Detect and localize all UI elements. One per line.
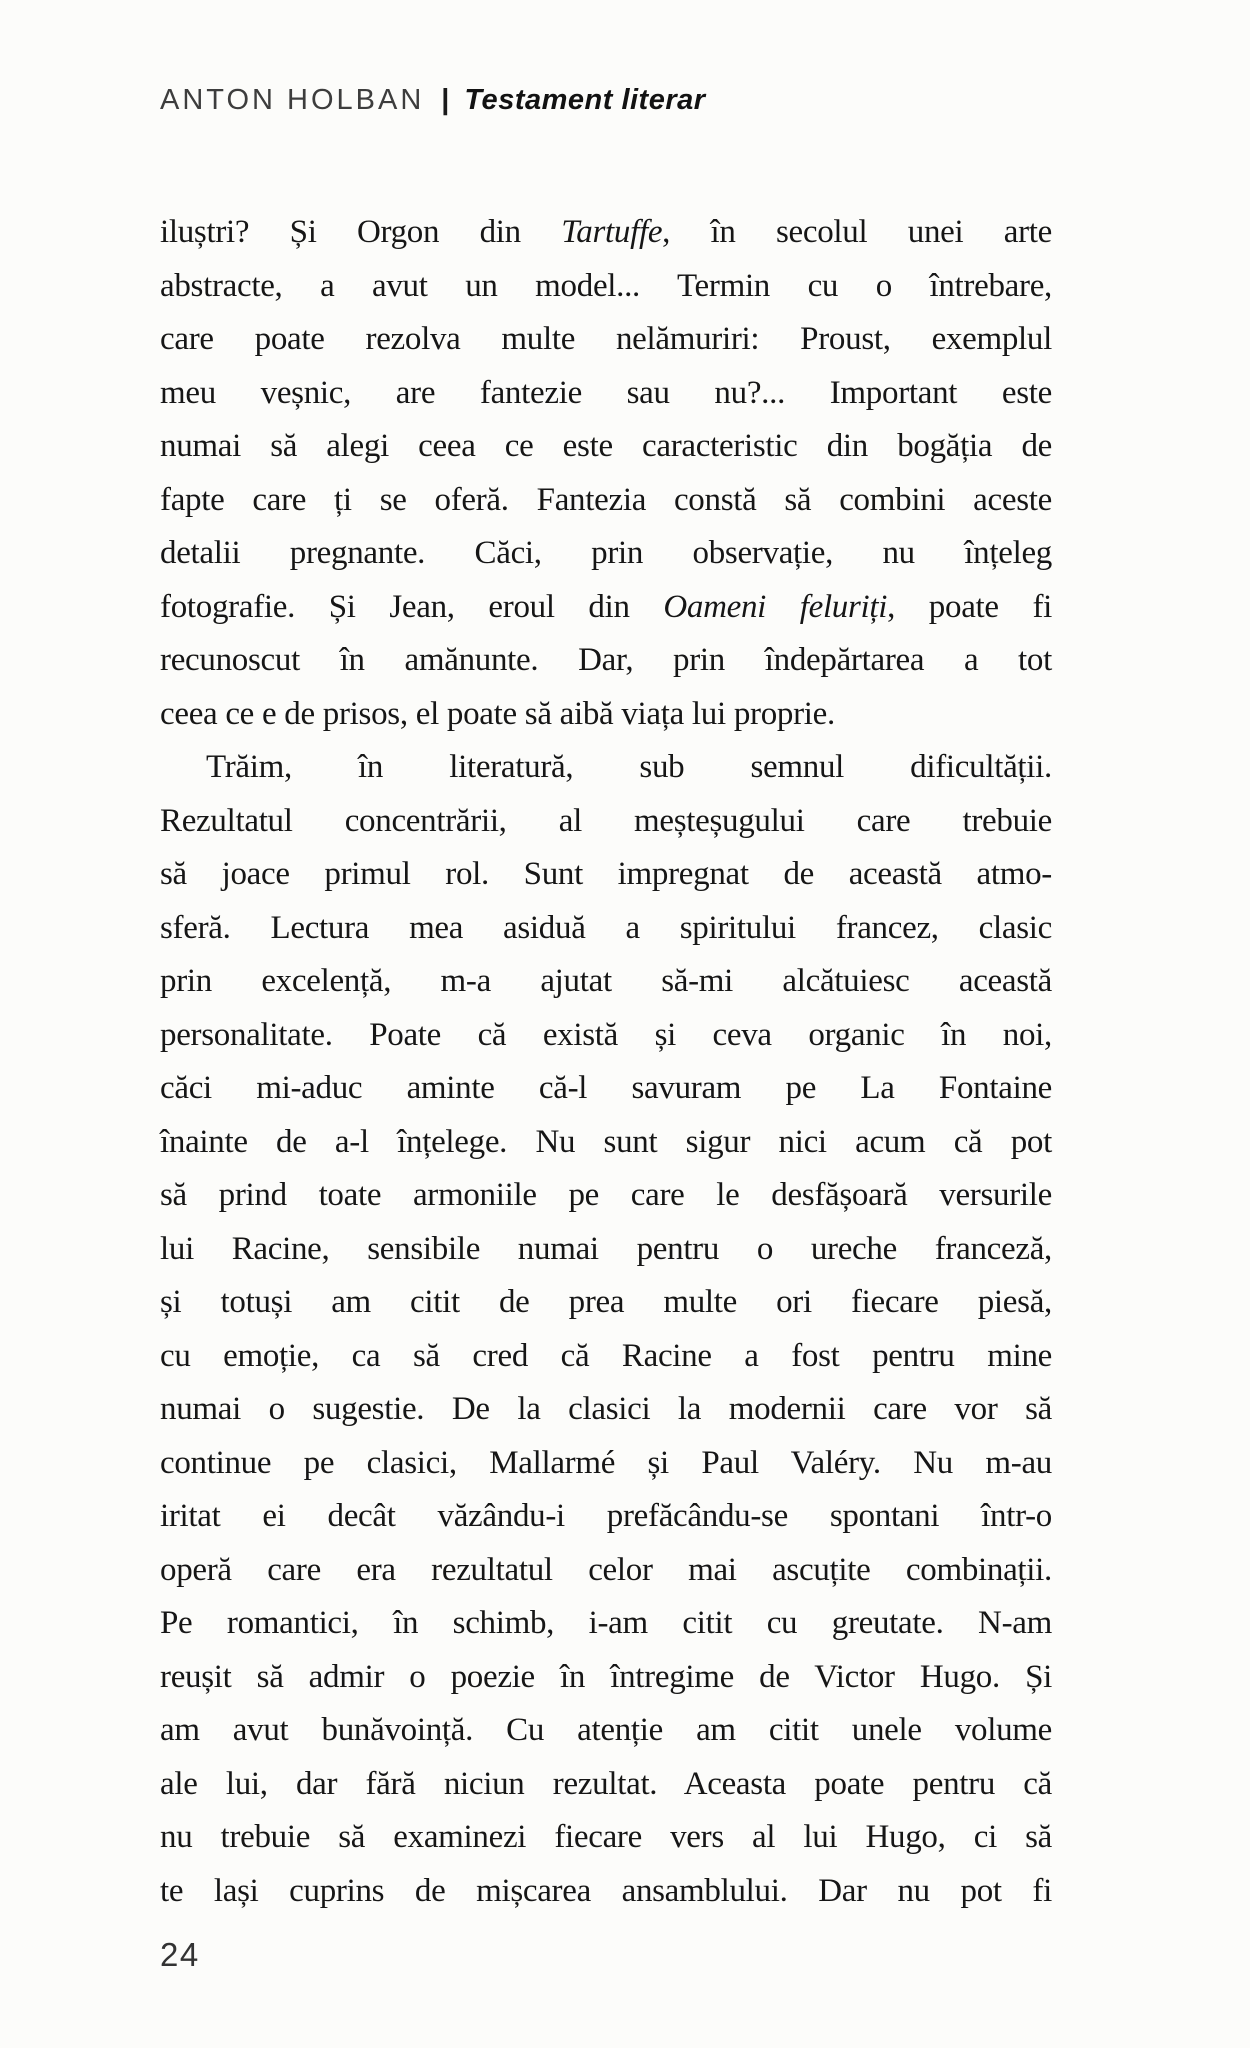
body-line bbox=[160, 1490, 1052, 1544]
text-segment: continue pe clasici, Mallarmé și Paul Valéry. Nu m-au bbox=[160, 1444, 1052, 1481]
body-line bbox=[160, 795, 1052, 849]
body-line bbox=[160, 1597, 1052, 1651]
body-line bbox=[160, 1169, 1052, 1223]
page-body bbox=[160, 206, 1052, 1918]
body-line bbox=[160, 1062, 1052, 1116]
body-line bbox=[160, 1865, 1052, 1919]
text-segment: să joace primul rol. Sunt impregnat de această atmo- bbox=[160, 856, 1052, 892]
page-number: 24 bbox=[160, 1936, 200, 1973]
text-segment: Rezultatul concentrării, al meșteșugului care trebuie bbox=[160, 802, 1052, 839]
italic-text-segment: Oameni feluriți bbox=[663, 588, 888, 625]
body-line bbox=[160, 955, 1052, 1009]
text-segment: meu veșnic, are fantezie sau nu?... Important este bbox=[160, 374, 1052, 411]
body-line bbox=[160, 1758, 1052, 1812]
body-line bbox=[160, 848, 1052, 902]
body-line bbox=[160, 1116, 1052, 1170]
header-author: ANTON HOLBAN bbox=[160, 84, 425, 116]
body-line bbox=[160, 1223, 1052, 1277]
body-line bbox=[160, 527, 1052, 581]
body-line bbox=[160, 313, 1052, 367]
body-line bbox=[160, 902, 1052, 956]
text-segment: sferă. Lectura mea asiduă a spiritului francez, clasic bbox=[160, 909, 1052, 946]
text-segment: care poate rezolva multe nelămuriri: Proust, exemplul bbox=[160, 321, 1052, 357]
text-segment: recunoscut în amănunte. Dar, prin îndepărtarea a tot bbox=[160, 642, 1052, 678]
text-segment: să prind toate armoniile pe care le desfășoară versurile bbox=[160, 1177, 1052, 1213]
text-segment: fapte care ți se oferă. Fantezia constă să combini aceste bbox=[160, 481, 1052, 518]
text-segment: ceea ce e de prisos, el poate să aibă viața lui proprie. bbox=[160, 695, 835, 732]
body-line bbox=[160, 206, 1052, 260]
body-line bbox=[160, 741, 1052, 795]
body-line bbox=[160, 1704, 1052, 1758]
body-line bbox=[160, 367, 1052, 421]
body-line bbox=[160, 1276, 1052, 1330]
text-segment: înainte de a-l înțelege. Nu sunt sigur nici acum că pot bbox=[160, 1123, 1052, 1160]
text-segment: căci mi-aduc aminte că-l savuram pe La Fontaine bbox=[160, 1070, 1052, 1106]
body-line bbox=[160, 474, 1052, 528]
running-header bbox=[160, 82, 706, 118]
text-segment: detalii pregnante. Căci, prin observație, nu înțeleg bbox=[160, 535, 1052, 571]
text-segment: iritat ei decât văzându-i prefăcându-se spontani într-o bbox=[160, 1498, 1052, 1534]
text-segment: , poate fi bbox=[887, 588, 1052, 625]
body-line bbox=[160, 1383, 1052, 1437]
text-segment: Trăim, în literatură, sub semnul dificultății. bbox=[206, 749, 1052, 785]
text-segment: lui Racine, sensibile numai pentru o ureche franceză, bbox=[160, 1230, 1052, 1267]
text-segment: am avut bunăvoință. Cu atenție am citit unele volume bbox=[160, 1712, 1052, 1748]
text-segment: reușit să admir o poezie în întregime de Victor Hugo. Și bbox=[160, 1658, 1052, 1695]
text-segment: ale lui, dar fără niciun rezultat. Aceasta poate pentru că bbox=[160, 1765, 1052, 1802]
body-line bbox=[160, 581, 1052, 635]
text-segment: abstracte, a avut un model... Termin cu o întrebare, bbox=[160, 267, 1052, 304]
italic-text-segment: Tartuffe bbox=[561, 214, 663, 250]
body-line bbox=[160, 1651, 1052, 1705]
header-separator: | bbox=[441, 84, 450, 116]
text-segment: nu trebuie să examinezi fiecare vers al lui Hugo, ci să bbox=[160, 1819, 1052, 1855]
text-segment: iluștri? Și Orgon din bbox=[160, 214, 562, 250]
text-segment: numai să alegi ceea ce este caracteristic din bogăția de bbox=[160, 428, 1052, 464]
text-segment: numai o sugestie. De la clasici la modernii care vor să bbox=[160, 1391, 1052, 1427]
text-segment: Pe romantici, în schimb, i-am citit cu greutate. N-am bbox=[160, 1605, 1052, 1641]
text-segment: și totuși am citit de prea multe ori fiecare piesă, bbox=[160, 1284, 1052, 1320]
body-line bbox=[160, 1437, 1052, 1491]
body-line bbox=[160, 1544, 1052, 1598]
body-line bbox=[160, 634, 1052, 688]
body-line bbox=[160, 420, 1052, 474]
body-line bbox=[160, 1330, 1052, 1384]
text-segment: fotografie. Și Jean, eroul din bbox=[160, 588, 664, 625]
text-segment: personalitate. Poate că există și ceva organic în noi, bbox=[160, 1016, 1052, 1053]
body-line bbox=[160, 1811, 1052, 1865]
body-line bbox=[160, 1009, 1052, 1063]
header-book-title: Testament literar bbox=[464, 84, 706, 116]
text-segment: cu emoție, ca să cred că Racine a fost pentru mine bbox=[160, 1337, 1052, 1374]
text-segment: prin excelență, m-a ajutat să-mi alcătuiesc această bbox=[160, 963, 1052, 999]
text-segment: , în secolul unei arte bbox=[662, 214, 1053, 250]
text-segment: operă care era rezultatul celor mai ascuțite combinații. bbox=[160, 1551, 1052, 1588]
body-line bbox=[160, 260, 1052, 314]
body-line bbox=[160, 688, 1052, 742]
text-segment: te lași cuprins de mișcarea ansamblului. Dar nu pot fi bbox=[160, 1872, 1052, 1909]
